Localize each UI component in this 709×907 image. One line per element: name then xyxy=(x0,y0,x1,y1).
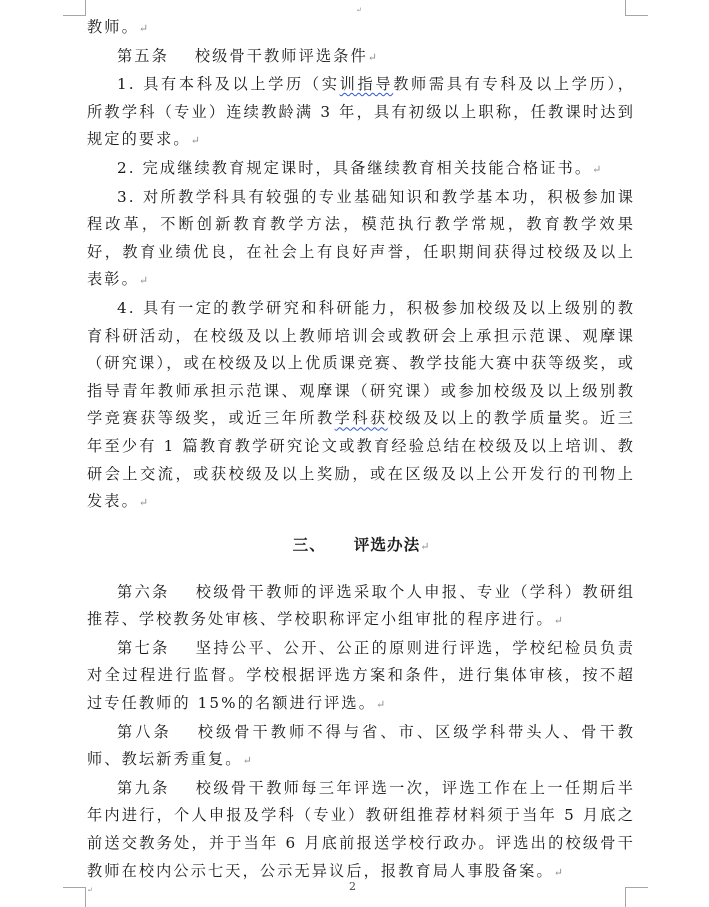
document-body[interactable] xyxy=(87,14,635,886)
item-text: 到规定的要求。 xyxy=(87,102,635,149)
item-text: 对所教学科具有较强的专业基础知识和教学基本功，积极参加 xyxy=(142,187,618,206)
article-9[interactable] xyxy=(87,775,635,886)
paragraph-mark-icon: ↵ xyxy=(420,539,430,553)
item-text: 开发行的刊物上发表。 xyxy=(87,464,635,511)
article-text: 坚持公平、公开、公正的原则进行评选，学校纪检员负责 xyxy=(195,638,635,657)
item-number: 1. xyxy=(117,75,136,94)
section-title: 评选办法 xyxy=(353,534,421,554)
item-text: 上级别教学竞赛获等级奖，或近三年所教 xyxy=(87,381,635,428)
article-text: 校级骨干教师不得与省、市、区级学科带头人、骨干教师、 xyxy=(87,722,635,769)
paragraph-mark-icon: ↵ xyxy=(138,274,149,288)
article-5-heading[interactable] xyxy=(87,43,635,72)
item-number: 3. xyxy=(117,187,136,206)
crop-mark-top-left xyxy=(63,0,86,16)
crop-mark-bottom-left xyxy=(63,887,86,907)
continuation-text: 教师。 xyxy=(87,18,139,36)
article-label: 第五条 xyxy=(117,46,169,65)
article-text: 推荐、学校教务处审核、学校职称评定小组审批的程序进行。 xyxy=(87,610,554,629)
page-number: 2 xyxy=(349,880,356,893)
item-text: 校级及以上的教学质 xyxy=(387,409,547,428)
condition-item-1[interactable] xyxy=(87,71,635,155)
article-label: 第九条 xyxy=(117,778,170,797)
item-text: 奖，或指导青年教师承担示范课、观摩课（研究课）或参加校级及以 xyxy=(87,354,635,400)
item-text: 量奖。近三年至少有 1 篇教育教学研究论文或教育经验总结在校级及 xyxy=(87,409,635,455)
item-text: 教师需具有专科及以上学历）， xyxy=(393,75,635,94)
article-7[interactable] xyxy=(87,635,635,719)
spellcheck-flagged-text[interactable]: 训指导 xyxy=(339,75,394,94)
article-text: 校级骨干教师的评选采取个人申报、专业（学科）教研组 xyxy=(195,582,635,601)
article-text: 骨干教师在校内公示七天，公示无异议后，报教育局人事股备案。 xyxy=(87,834,635,880)
article-8[interactable] xyxy=(87,719,635,775)
header-paragraph-mark-icon: ↵ xyxy=(356,6,362,14)
condition-item-4[interactable] xyxy=(87,295,635,517)
article-label: 第七条 xyxy=(117,638,170,657)
paragraph-mark-icon: ↵ xyxy=(190,134,200,148)
paragraph-mark-icon: ↵ xyxy=(376,698,386,712)
item-number: 2. xyxy=(117,158,136,177)
section-number: 三、 xyxy=(292,534,326,554)
spellcheck-flagged-text[interactable]: 学科获 xyxy=(334,409,388,428)
item-number: 4. xyxy=(117,298,136,317)
article-title: 校级骨干教师评选条件 xyxy=(194,46,368,65)
crop-mark-bottom-right xyxy=(625,887,648,907)
item-text: 具有一定的教学研究和科研能力，积极参加校级及以上级别的 xyxy=(142,298,618,317)
item-text: 完成继续教育规定课时，具备继续教育相关技能合格证书。 xyxy=(142,158,593,177)
article-text: 之前送交教务处，并于当年 6 月底前报送学校行政办。评选出的校级 xyxy=(87,806,635,853)
item-text: 以上培训、教研会上交流，或获校级及以上奖励，或在区级及以上公 xyxy=(87,436,635,483)
item-text: 具有本科及以上学历（实 xyxy=(143,75,340,94)
article-text: 超过专任教师的 15%的名额进行评选。 xyxy=(87,666,635,713)
condition-item-2[interactable] xyxy=(87,155,635,184)
article-text: 对全过程进行监督。学校根据评选方案和条件，进行集体审核，按不 xyxy=(87,666,618,685)
paragraph-mark-icon: ↵ xyxy=(553,865,563,879)
continuation-paragraph[interactable] xyxy=(87,14,635,43)
paragraph-mark-icon: ↵ xyxy=(553,614,563,628)
paragraph-mark-icon: ↵ xyxy=(367,50,377,64)
section-heading[interactable] xyxy=(87,531,635,561)
item-text: 果好，教育业绩优良，在社会上有良好声誉，任职期间获得过校级及 xyxy=(87,215,635,261)
item-text: 课程改革，不断创新教育教学方法，模范执行教学常规，教育教学效 xyxy=(87,187,635,234)
condition-item-3[interactable] xyxy=(87,184,635,295)
article-label: 第八条 xyxy=(117,722,172,741)
paragraph-mark-icon: ↵ xyxy=(242,754,252,768)
paragraph-mark-icon: ↵ xyxy=(592,162,602,176)
item-text: 所教学科（专业）连续教龄满 3 年，具有初级以上职称，任教课时达 xyxy=(87,102,618,121)
paragraph-mark-icon: ↵ xyxy=(138,496,149,510)
paragraph-mark-icon: ↵ xyxy=(138,22,149,35)
article-text: 校级骨干教师每三年评选一次，评选工作在上一任期后半 xyxy=(195,778,635,797)
article-6[interactable] xyxy=(87,579,635,635)
item-text: 教育科研活动，在校级及以上教师培训会或教研会上承担示范课、观 xyxy=(87,298,635,345)
footer-paragraph-mark-icon: ↵ xyxy=(87,886,93,894)
article-text: 教坛新秀重复。 xyxy=(121,750,243,769)
item-text: 以上表彰。 xyxy=(87,242,635,289)
item-text: 摩课（研究课），或在校级及以上优质课竞赛、教学技能大赛中获等级 xyxy=(87,326,635,373)
article-text: 年内进行，个人申报及学科（专业）教研组推荐材料须于当年 5 月底 xyxy=(87,806,618,825)
article-label: 第六条 xyxy=(117,582,170,601)
